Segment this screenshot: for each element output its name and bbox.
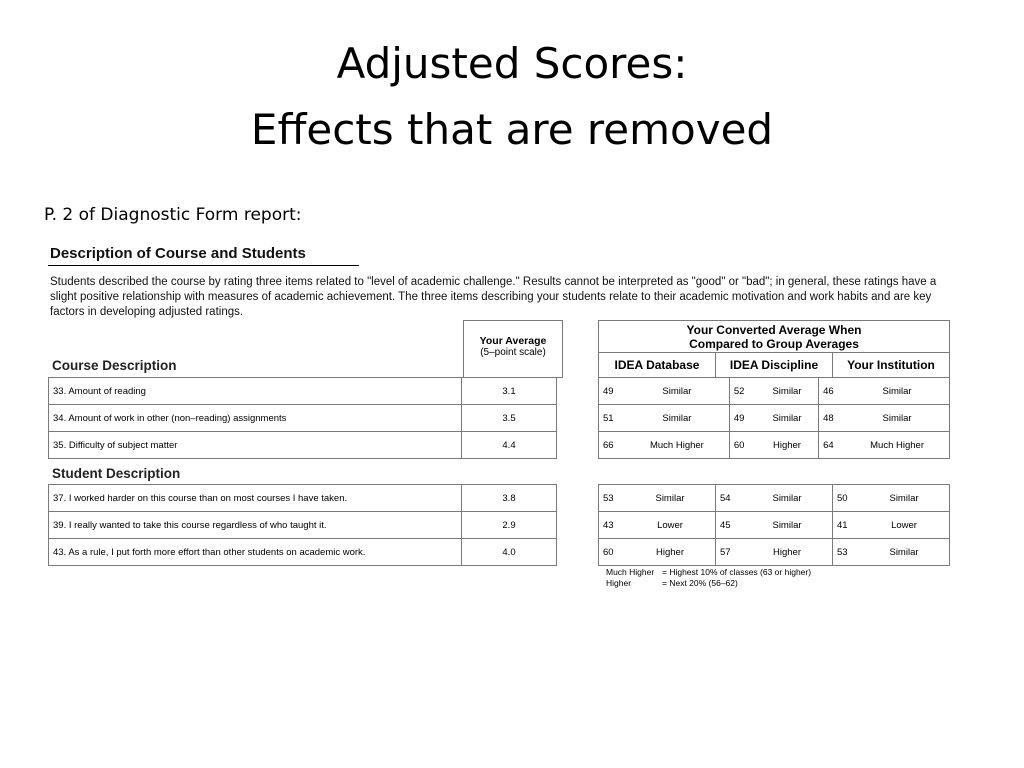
db-rating: Similar xyxy=(625,378,729,405)
section-divider xyxy=(48,265,359,266)
disc-rating: Higher xyxy=(742,539,833,566)
table-row xyxy=(599,485,950,512)
db-rating: Much Higher xyxy=(625,432,729,459)
db-rating: Similar xyxy=(625,485,716,512)
db-score: 66 xyxy=(599,432,626,459)
item-label: 35. Difficulty of subject matter xyxy=(49,432,462,459)
item-average: 4.4 xyxy=(462,432,557,459)
disc-score: 57 xyxy=(716,539,743,566)
legend-key: Higher xyxy=(606,578,632,588)
course-description-label: Course Description xyxy=(52,358,177,373)
group-columns xyxy=(599,353,949,377)
legend xyxy=(606,567,811,589)
report-image xyxy=(48,245,953,595)
your-average-header xyxy=(463,320,563,378)
disc-rating: Higher xyxy=(756,432,819,459)
your-average-label: Your Average xyxy=(479,335,547,347)
item-label: 37. I worked harder on this course than on most courses I have taken. xyxy=(49,485,462,512)
inst-score: 64 xyxy=(819,432,846,459)
student-description-table xyxy=(48,484,557,566)
inst-score: 53 xyxy=(833,539,860,566)
inst-rating: Similar xyxy=(845,405,949,432)
db-rating: Higher xyxy=(625,539,716,566)
disc-rating: Similar xyxy=(756,405,819,432)
inst-score: 41 xyxy=(833,512,860,539)
item-average: 3.1 xyxy=(462,378,557,405)
inst-rating: Similar xyxy=(859,539,950,566)
table-row xyxy=(49,432,557,459)
disc-rating: Similar xyxy=(756,378,819,405)
item-label: 43. As a rule, I put forth more effort than other students on academic work. xyxy=(49,539,462,566)
student-description-label: Student Description xyxy=(52,466,181,481)
db-score: 53 xyxy=(599,485,626,512)
table-row xyxy=(49,485,557,512)
table-row xyxy=(49,512,557,539)
legend-row xyxy=(606,567,811,578)
disc-score: 45 xyxy=(716,512,743,539)
course-group-table xyxy=(598,377,950,459)
db-rating: Lower xyxy=(625,512,716,539)
group-averages-header xyxy=(598,320,950,378)
scale-label: (5–point scale) xyxy=(480,347,546,358)
col-idea-database: IDEA Database xyxy=(614,358,700,372)
db-score: 51 xyxy=(599,405,626,432)
slide-title-line1: Adjusted Scores: xyxy=(336,39,688,88)
table-row xyxy=(49,378,557,405)
col-idea-discipline: IDEA Discipline xyxy=(715,353,832,377)
inst-rating: Lower xyxy=(859,512,950,539)
item-average: 2.9 xyxy=(462,512,557,539)
item-average: 3.8 xyxy=(462,485,557,512)
inst-score: 50 xyxy=(833,485,860,512)
slide-subtitle: P. 2 of Diagnostic Form report: xyxy=(44,205,302,225)
legend-row xyxy=(606,578,811,589)
db-score: 43 xyxy=(599,512,626,539)
report-section-title: Description of Course and Students xyxy=(50,245,306,262)
disc-score: 54 xyxy=(716,485,743,512)
legend-key: Much Higher xyxy=(606,567,655,577)
item-label: 34. Amount of work in other (non–reading) assignments xyxy=(49,405,462,432)
table-row xyxy=(599,539,950,566)
group-header-title xyxy=(599,323,949,351)
table-row xyxy=(599,432,950,459)
col-your-institution: Your Institution xyxy=(832,353,949,377)
db-rating: Similar xyxy=(625,405,729,432)
group-header-line1: Your Converted Average When xyxy=(686,323,862,337)
item-label: 33. Amount of reading xyxy=(49,378,462,405)
table-row xyxy=(49,405,557,432)
inst-score: 48 xyxy=(819,405,846,432)
student-group-table xyxy=(598,484,950,566)
inst-rating: Much Higher xyxy=(845,432,949,459)
table-row xyxy=(599,405,950,432)
disc-rating: Similar xyxy=(742,512,833,539)
report-description: Students described the course by rating three items related to "level of academic challenge." Results cannot be interpreted as "good" or "bad"; in general, these ratings have a slight positive relationship with measures of academic achievement. The three items describing your students relate to their academic motivation and work habits and are key factors in developing adjusted ratings. xyxy=(50,276,937,318)
item-average: 4.0 xyxy=(462,539,557,566)
db-score: 49 xyxy=(599,378,626,405)
disc-score: 49 xyxy=(729,405,756,432)
disc-score: 60 xyxy=(729,432,756,459)
inst-score: 46 xyxy=(819,378,846,405)
item-average: 3.5 xyxy=(462,405,557,432)
db-score: 60 xyxy=(599,539,626,566)
disc-score: 52 xyxy=(729,378,756,405)
item-label: 39. I really wanted to take this course regardless of who taught it. xyxy=(49,512,462,539)
inst-rating: Similar xyxy=(845,378,949,405)
legend-value: = Highest 10% of classes (63 or higher) xyxy=(662,567,812,577)
disc-rating: Similar xyxy=(742,485,833,512)
legend-value: = Next 20% (56–62) xyxy=(662,578,738,588)
table-row xyxy=(599,378,950,405)
slide-title-line2: Effects that are removed xyxy=(250,105,774,154)
group-header-line2: Compared to Group Averages xyxy=(689,337,859,351)
table-row xyxy=(49,539,557,566)
course-description-table xyxy=(48,377,557,459)
table-row xyxy=(599,512,950,539)
inst-rating: Similar xyxy=(859,485,950,512)
